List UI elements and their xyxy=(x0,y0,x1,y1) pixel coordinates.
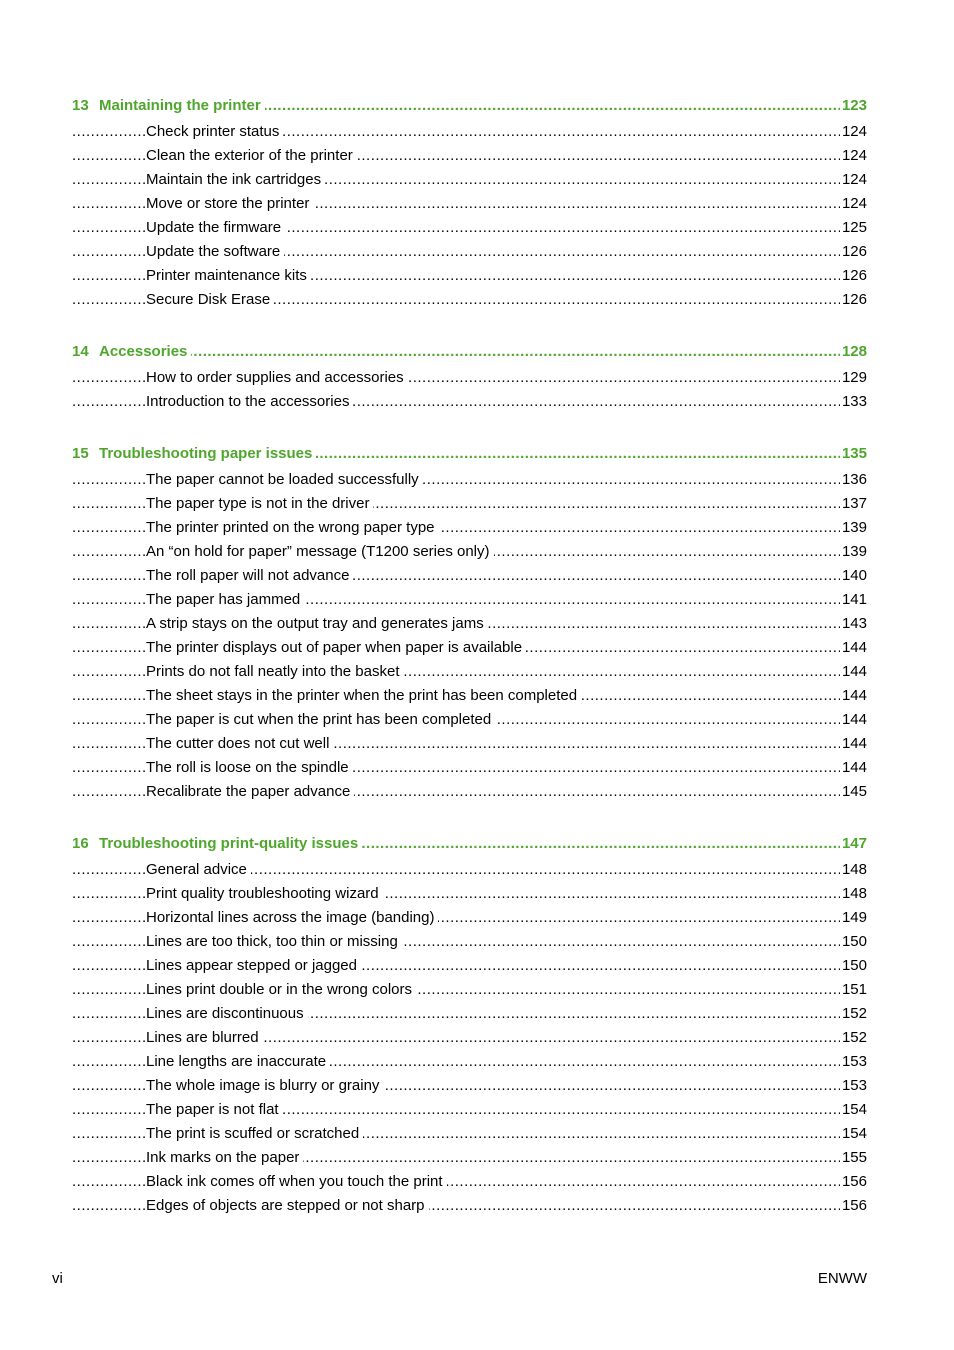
section-entry[interactable] xyxy=(72,780,867,804)
section-entry[interactable] xyxy=(72,1002,867,1026)
section-entry[interactable] xyxy=(72,168,867,192)
page-number: 144 xyxy=(840,732,867,756)
page-number: 133 xyxy=(840,390,867,414)
entry-title xyxy=(72,343,191,360)
page-number: 145 xyxy=(840,780,867,804)
section-entry[interactable] xyxy=(72,756,867,780)
entry-title: A strip stays on the output tray and generates jams xyxy=(146,615,488,632)
entry-title: The paper is cut when the print has been completed xyxy=(146,711,495,728)
page-number: 129 xyxy=(840,366,867,390)
page-number: 141 xyxy=(840,588,867,612)
page-number: 137 xyxy=(840,492,867,516)
section-entry[interactable] xyxy=(72,564,867,588)
section-entry[interactable] xyxy=(72,1050,867,1074)
entry-title: Update the firmware xyxy=(146,219,285,236)
entry-title: Lines print double or in the wrong colors xyxy=(146,981,416,998)
entry-title: Lines are too thick, too thin or missing xyxy=(146,933,402,950)
page-number: 152 xyxy=(840,1026,867,1050)
page-number: 124 xyxy=(840,192,867,216)
section-entry[interactable] xyxy=(72,240,867,264)
section-entry[interactable] xyxy=(72,1194,867,1218)
section-entry[interactable] xyxy=(72,858,867,882)
page-number: 148 xyxy=(840,882,867,906)
section-entry[interactable] xyxy=(72,636,867,660)
section-entry[interactable] xyxy=(72,954,867,978)
entry-title: Check printer status xyxy=(146,123,283,140)
section-entry[interactable] xyxy=(72,516,867,540)
entry-title: Update the software xyxy=(146,243,284,260)
chapter-number: 16 xyxy=(72,835,89,852)
page-number: 144 xyxy=(840,660,867,684)
section-entry[interactable] xyxy=(72,144,867,168)
entry-title: The paper is not flat xyxy=(146,1101,283,1118)
chapter-number: 14 xyxy=(72,343,89,360)
page-number: 154 xyxy=(840,1098,867,1122)
section-entry[interactable] xyxy=(72,492,867,516)
page-number: 139 xyxy=(840,540,867,564)
page-number: 139 xyxy=(840,516,867,540)
page-number: 124 xyxy=(840,144,867,168)
chapter-number: 15 xyxy=(72,445,89,462)
entry-title: Edges of objects are stepped or not sharp xyxy=(146,1197,429,1214)
entry-title: The roll paper will not advance xyxy=(146,567,353,584)
page-number: 148 xyxy=(840,858,867,882)
entry-title: The printer displays out of paper when paper is available xyxy=(146,639,526,656)
section-entry[interactable] xyxy=(72,708,867,732)
entry-title: Maintain the ink cartridges xyxy=(146,171,325,188)
entry-title: Secure Disk Erase xyxy=(146,291,274,308)
entry-title xyxy=(72,835,362,852)
chapter-15 xyxy=(72,443,867,804)
entry-title: The paper type is not in the driver xyxy=(146,495,373,512)
section-entry[interactable] xyxy=(72,906,867,930)
entry-title: The sheet stays in the printer when the print has been completed xyxy=(146,687,581,704)
entry-title: The whole image is blurry or grainy xyxy=(146,1077,383,1094)
entry-title: Line lengths are inaccurate xyxy=(146,1053,330,1070)
entry-title: The paper cannot be loaded successfully xyxy=(146,471,423,488)
chapter-number: 13 xyxy=(72,97,89,114)
chapter-14 xyxy=(72,341,867,414)
chapter-16 xyxy=(72,833,867,1218)
section-entry[interactable] xyxy=(72,1122,867,1146)
page-number: 144 xyxy=(840,756,867,780)
section-entry[interactable] xyxy=(72,540,867,564)
page-number: 143 xyxy=(840,612,867,636)
chapter-entry[interactable] xyxy=(72,443,867,465)
page-number: 123 xyxy=(840,95,867,117)
page-number: 154 xyxy=(840,1122,867,1146)
entry-title: The print is scuffed or scratched xyxy=(146,1125,363,1142)
section-entry[interactable] xyxy=(72,1170,867,1194)
page-number: 125 xyxy=(840,216,867,240)
page-number: 128 xyxy=(840,341,867,363)
page-number: 151 xyxy=(840,978,867,1002)
entry-title: Print quality troubleshooting wizard xyxy=(146,885,383,902)
section-entry[interactable] xyxy=(72,468,867,492)
chapter-title: Accessories xyxy=(99,343,188,360)
entry-title xyxy=(72,97,265,114)
section-entry[interactable] xyxy=(72,216,867,240)
entry-title: The roll is loose on the spindle xyxy=(146,759,353,776)
page-number: 136 xyxy=(840,468,867,492)
chapter-entry[interactable] xyxy=(72,341,867,363)
entry-title: General advice xyxy=(146,861,251,878)
entry-title: Printer maintenance kits xyxy=(146,267,311,284)
page-number: 144 xyxy=(840,684,867,708)
page-number: 156 xyxy=(840,1170,867,1194)
entry-title: The printer printed on the wrong paper type xyxy=(146,519,439,536)
section-entry[interactable] xyxy=(72,684,867,708)
section-entry[interactable] xyxy=(72,1146,867,1170)
page-number: 155 xyxy=(840,1146,867,1170)
chapter-13 xyxy=(72,95,867,312)
section-entry[interactable] xyxy=(72,978,867,1002)
entry-title: The cutter does not cut well xyxy=(146,735,333,752)
page-number: 150 xyxy=(840,954,867,978)
dot-leader xyxy=(72,341,867,363)
chapter-title: Troubleshooting paper issues xyxy=(99,445,313,462)
section-entry[interactable] xyxy=(72,882,867,906)
section-entry[interactable] xyxy=(72,366,867,390)
section-entry[interactable] xyxy=(72,732,867,756)
page-number: 124 xyxy=(840,168,867,192)
section-entry[interactable] xyxy=(72,390,867,414)
entry-title: An “on hold for paper” message (T1200 series only) xyxy=(146,543,494,560)
entry-title: Prints do not fall neatly into the basket xyxy=(146,663,403,680)
footer-page-number: vi xyxy=(52,1270,63,1287)
page-number: 126 xyxy=(840,264,867,288)
chapter-entry[interactable] xyxy=(72,95,867,117)
chapter-entry[interactable] xyxy=(72,833,867,855)
section-entry[interactable] xyxy=(72,612,867,636)
page-number: 140 xyxy=(840,564,867,588)
page-number: 147 xyxy=(840,833,867,855)
entry-title: Ink marks on the paper xyxy=(146,1149,303,1166)
entry-title: How to order supplies and accessories xyxy=(146,369,408,386)
section-entry[interactable] xyxy=(72,192,867,216)
section-entry[interactable] xyxy=(72,1026,867,1050)
chapter-title: Troubleshooting print-quality issues xyxy=(99,835,359,852)
page-number: 124 xyxy=(840,120,867,144)
entry-title: Black ink comes off when you touch the print xyxy=(146,1173,447,1190)
page-number: 144 xyxy=(840,708,867,732)
page-number: 153 xyxy=(840,1050,867,1074)
entry-title: Lines are blurred xyxy=(146,1029,263,1046)
entry-title: Horizontal lines across the image (banding) xyxy=(146,909,438,926)
section-entry[interactable] xyxy=(72,588,867,612)
section-entry[interactable] xyxy=(72,930,867,954)
section-entry[interactable] xyxy=(72,120,867,144)
section-entry[interactable] xyxy=(72,288,867,312)
entry-title: Recalibrate the paper advance xyxy=(146,783,354,800)
entry-title: Lines are discontinuous xyxy=(146,1005,308,1022)
footer-doc-code: ENWW xyxy=(817,1270,867,1287)
section-entry[interactable] xyxy=(72,1098,867,1122)
page-number: 135 xyxy=(840,443,867,465)
section-entry[interactable] xyxy=(72,660,867,684)
chapter-title: Maintaining the printer xyxy=(99,97,261,114)
page-number: 149 xyxy=(840,906,867,930)
entry-title: Move or store the printer xyxy=(146,195,313,212)
page-number: 126 xyxy=(840,240,867,264)
page-number: 156 xyxy=(840,1194,867,1218)
page-number: 126 xyxy=(840,288,867,312)
page-number: 152 xyxy=(840,1002,867,1026)
page-number: 153 xyxy=(840,1074,867,1098)
entry-title: Clean the exterior of the printer xyxy=(146,147,357,164)
section-entry[interactable] xyxy=(72,264,867,288)
page-number: 150 xyxy=(840,930,867,954)
entry-title: Introduction to the accessories xyxy=(146,393,353,410)
page-number: 144 xyxy=(840,636,867,660)
section-entry[interactable] xyxy=(72,1074,867,1098)
entry-title: Lines appear stepped or jagged xyxy=(146,957,361,974)
entry-title: The paper has jammed xyxy=(146,591,304,608)
entry-title xyxy=(72,445,316,462)
table-of-contents xyxy=(72,95,867,1247)
